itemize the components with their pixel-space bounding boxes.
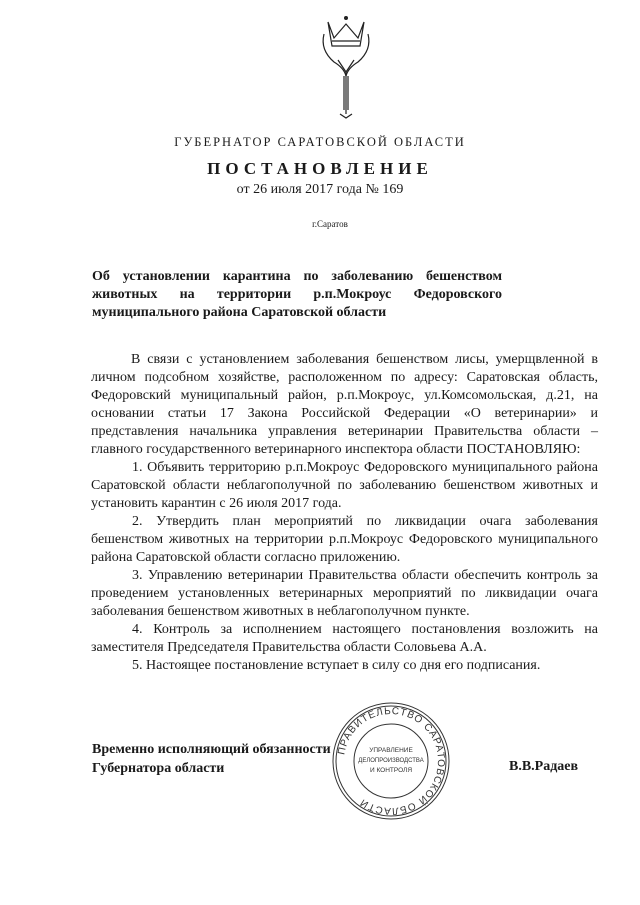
resolution-item-3: 3. Управлению ветеринарии Правительства области обеспечить контроль за проведением установленных ветеринарных мероприятий по ликвидации очага заболевания бешенством животных в неблагополучном пункте. bbox=[91, 568, 598, 619]
document-date-number: от 26 июля 2017 года № 169 bbox=[236, 182, 404, 197]
subject-line-2: животных на территории р.п.Мокроус Федоровского bbox=[92, 287, 502, 302]
stamp-center-line-3: И КОНТРОЛЯ bbox=[369, 767, 413, 774]
resolution-item-1: 1. Объявить территорию р.п.Мокроус Федоровского муниципального района Саратовской области неблагополучной по заболеванию бешенством животных и установить карантин с 26 июля 2017 года. bbox=[91, 460, 598, 511]
signatory-position-line-2: Губернатора области bbox=[92, 761, 225, 776]
stamp-center-line-2: ДЕЛОПРОИЗВОДСТВА bbox=[358, 758, 424, 764]
city-of-issue: г.Саратов bbox=[312, 219, 348, 229]
document-body bbox=[91, 351, 598, 675]
signatory-name: В.В.Радаев bbox=[509, 759, 579, 774]
official-seal-stamp bbox=[330, 700, 452, 822]
resolution-item-4: 4. Контроль за исполнением настоящего постановления возложить на заместителя Председателя Правительства области Соловьева А.А. bbox=[91, 622, 598, 655]
issuing-authority: ГУБЕРНАТОР САРАТОВСКОЙ ОБЛАСТИ bbox=[174, 135, 466, 149]
signatory-position-line-1: Временно исполняющий обязанности bbox=[92, 742, 331, 757]
subject-line-3: муниципального района Саратовской области bbox=[92, 305, 387, 320]
stamp-ring-text: ПРАВИТЕЛЬСТВО САРАТОВСКОЙ ОБЛАСТИ bbox=[336, 705, 447, 817]
document-type-title: ПОСТАНОВЛЕНИЕ bbox=[207, 159, 433, 178]
stamp-center-line-1: УПРАВЛЕНИЕ bbox=[369, 747, 413, 754]
preamble-paragraph: В связи с установлением заболевания бешенством лисы, умерщвленной в личном подсобном хозяйстве, расположенном по адресу: Саратовская область, Федоровский муниципальный район, р.п.Мокроус, ул.Комсомольская, д.21, на основании статьи 17 Закона Российской Федерации «О ветеринарии» и представления начальника управления ветеринарии Правительства области – главного государственного ветеринарного инспектора области ПОСТАНОВЛЯЮ: bbox=[91, 352, 598, 457]
subject-line-1: Об установлении карантина по заболеванию бешенством bbox=[92, 269, 502, 284]
signatory-position bbox=[92, 740, 331, 778]
document-subject bbox=[92, 268, 502, 322]
coat-of-arms-emblem bbox=[316, 10, 376, 120]
resolution-item-2: 2. Утвердить план мероприятий по ликвидации очага заболевания бешенством животных на территории р.п.Мокроус Федоровского муниципального района Саратовской области согласно приложению. bbox=[91, 514, 598, 565]
resolution-item-5: 5. Настоящее постановление вступает в силу со дня его подписания. bbox=[132, 658, 541, 673]
